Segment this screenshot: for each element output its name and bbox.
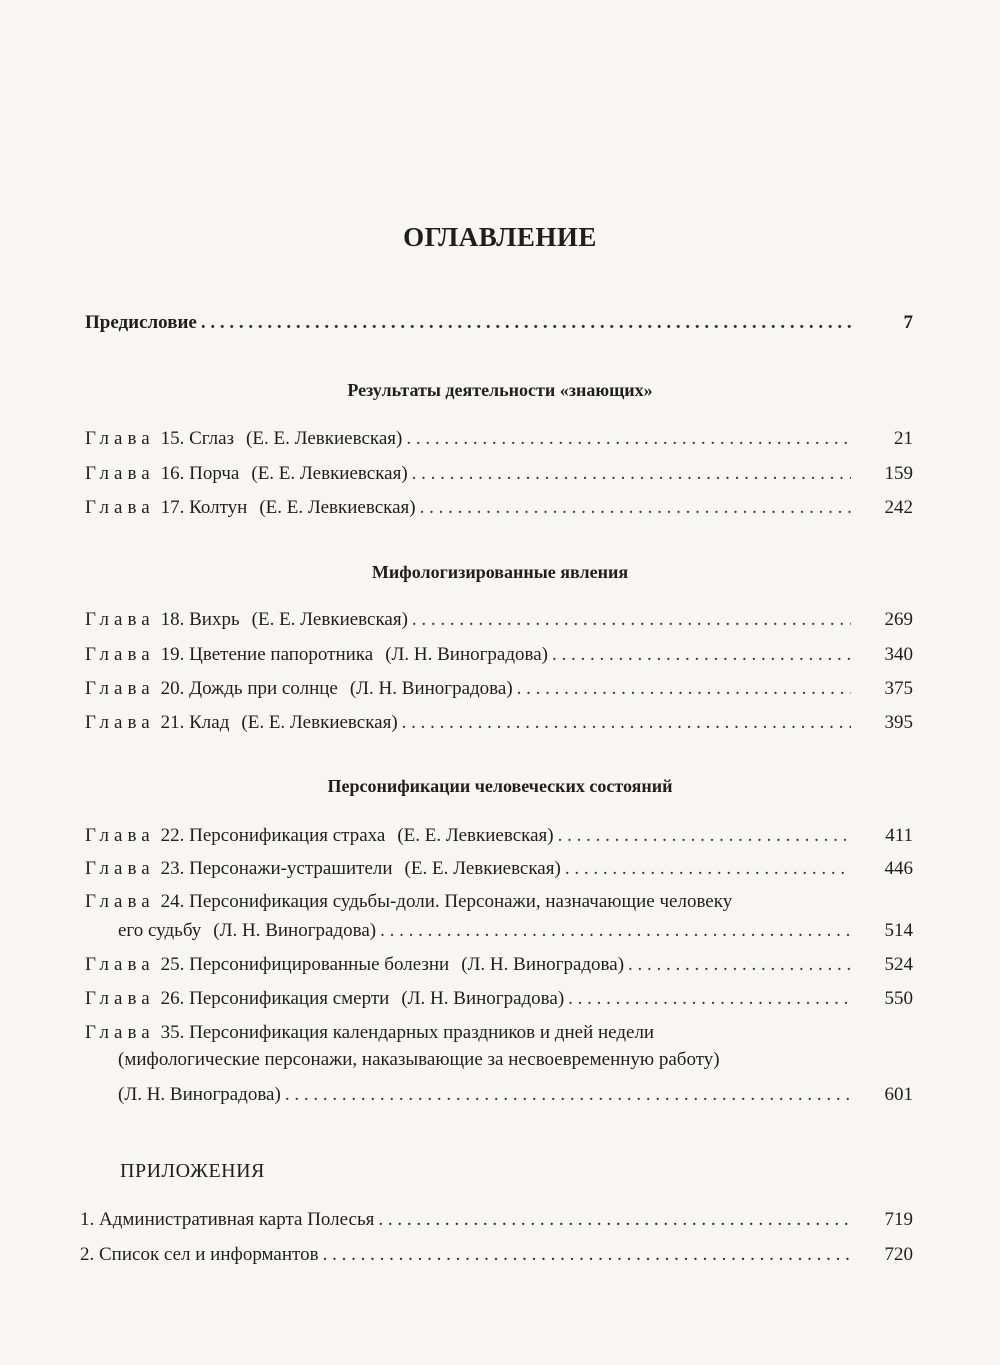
chapter-word: Глава — [85, 678, 155, 699]
toc-entry-chapter — [85, 1018, 913, 1048]
dot-leader — [558, 821, 851, 851]
chapter-author: (Е. Е. Левкиевская) — [404, 858, 561, 879]
dot-leader — [380, 916, 851, 946]
chapter-word: Глава — [85, 644, 155, 665]
chapter-word: Глава — [85, 609, 155, 630]
chapter-author: (Л. Н. Виноградова) — [349, 678, 513, 699]
page-number: 269 — [884, 609, 913, 630]
toc-entry-chapter — [85, 854, 913, 884]
chapter-number: 22. — [160, 825, 185, 846]
entry-label: Предисловие — [85, 312, 197, 333]
dot-leader — [552, 640, 851, 670]
page-number: 719 — [884, 1209, 913, 1230]
chapter-word: Глава — [85, 825, 155, 846]
chapter-word: Глава — [85, 988, 155, 1009]
page-number: 446 — [884, 858, 913, 879]
toc-entry-continuation — [118, 916, 913, 946]
chapter-name: Персонификация судьбы-доли. Персонажи, назначающие человеку — [189, 891, 733, 912]
page-number: 7 — [903, 312, 913, 333]
appendix-item — [80, 1205, 913, 1235]
page-number: 411 — [885, 825, 913, 846]
chapter-word: Глава — [85, 712, 155, 733]
toc-entry-chapter — [85, 605, 913, 635]
chapter-name-continued: (мифологические персонажи, наказывающие за несвоевременную работу) — [118, 1049, 720, 1070]
chapter-number: 18. — [160, 609, 185, 630]
chapter-author: (Л. Н. Виноградова) — [385, 644, 549, 665]
toc-entry-chapter — [85, 674, 913, 704]
chapter-name: Сглаз — [189, 428, 235, 449]
page-number: 601 — [884, 1084, 913, 1105]
chapter-word: Глава — [85, 463, 155, 484]
chapter-author: (Е. Е. Левкиевская) — [397, 825, 554, 846]
chapter-name: Персонификация смерти — [189, 988, 390, 1009]
toc-entry-chapter — [85, 887, 913, 917]
chapter-author: (Е. Е. Левкиевская) — [251, 609, 408, 630]
chapter-author: (Е. Е. Левкиевская) — [241, 712, 398, 733]
chapter-author: (Е. Е. Левкиевская) — [246, 428, 403, 449]
dot-leader — [201, 308, 851, 338]
dot-leader — [285, 1080, 851, 1110]
chapter-name: Колтун — [189, 497, 248, 518]
chapter-word: Глава — [85, 858, 155, 879]
chapter-author: (Л. Н. Виноградова) — [401, 988, 565, 1009]
chapter-author: (Е. Е. Левкиевская) — [251, 463, 408, 484]
chapter-number: 17. — [160, 497, 185, 518]
page-number: 242 — [884, 497, 913, 518]
chapter-name: Персонажи-устрашители — [189, 858, 393, 879]
chapter-word: Глава — [85, 891, 155, 912]
page-number: 720 — [884, 1244, 913, 1265]
chapter-number: 26. — [160, 988, 185, 1009]
dot-leader — [628, 950, 851, 980]
toc-entry-preface — [85, 308, 913, 338]
dot-leader — [402, 708, 851, 738]
chapter-number: 24. — [160, 891, 185, 912]
chapter-number: 16. — [160, 463, 185, 484]
page-number: 21 — [894, 428, 913, 449]
chapter-number: 25. — [160, 954, 185, 975]
page-number: 395 — [884, 712, 913, 733]
appendix-label: 2. Список сел и информантов — [80, 1244, 319, 1265]
dot-leader — [517, 674, 851, 704]
dot-leader — [565, 854, 851, 884]
toc-entry-chapter — [85, 424, 913, 454]
page-number: 550 — [884, 988, 913, 1009]
toc-entry-chapter — [85, 984, 913, 1014]
toc-entry-chapter — [85, 821, 913, 851]
chapter-word: Глава — [85, 497, 155, 518]
toc-entry-continuation — [118, 1080, 913, 1110]
dot-leader — [323, 1240, 851, 1270]
chapter-name: Персонификация страха — [189, 825, 386, 846]
section-heading: Персонификации человеческих состояний — [327, 776, 673, 796]
page-number: 340 — [884, 644, 913, 665]
page-title: ОГЛАВЛЕНИЕ — [403, 222, 597, 252]
section-heading: Мифологизированные явления — [371, 562, 629, 582]
chapter-name: Дождь при солнце — [189, 678, 338, 699]
dot-leader — [406, 424, 851, 454]
chapter-name-continued: его судьбу — [118, 920, 202, 941]
chapter-name: Персонификация календарных праздников и дней недели — [189, 1022, 655, 1043]
chapter-author: (Е. Е. Левкиевская) — [259, 497, 416, 518]
chapter-name: Цветение папоротника — [189, 644, 374, 665]
toc-entry-chapter — [85, 950, 913, 980]
chapter-word: Глава — [85, 1022, 155, 1043]
chapter-author: (Л. Н. Виноградова) — [461, 954, 625, 975]
dot-leader — [412, 605, 851, 635]
section-heading: Результаты деятельности «знающих» — [347, 380, 653, 400]
appendix-heading: ПРИЛОЖЕНИЯ — [120, 1160, 265, 1182]
chapter-number: 23. — [160, 858, 185, 879]
toc-entry-chapter — [85, 640, 913, 670]
dot-leader — [412, 459, 851, 489]
dot-leader — [378, 1205, 851, 1235]
chapter-name: Вихрь — [189, 609, 240, 630]
chapter-author: (Л. Н. Виноградова) — [213, 920, 377, 941]
chapter-number: 20. — [160, 678, 185, 699]
chapter-name: Клад — [189, 712, 230, 733]
page-number: 375 — [884, 678, 913, 699]
dot-leader — [568, 984, 851, 1014]
chapter-number: 21. — [160, 712, 185, 733]
toc-entry-chapter — [85, 493, 913, 523]
toc-entry-chapter — [85, 459, 913, 489]
chapter-number: 35. — [160, 1022, 185, 1043]
page-number: 159 — [884, 463, 913, 484]
toc-entry-chapter — [85, 708, 913, 738]
appendix-item — [80, 1240, 913, 1270]
chapter-word: Глава — [85, 954, 155, 975]
chapter-number: 19. — [160, 644, 185, 665]
chapter-word: Глава — [85, 428, 155, 449]
page-number: 524 — [884, 954, 913, 975]
chapter-name: Порча — [189, 463, 240, 484]
dot-leader — [420, 493, 851, 523]
page-number: 514 — [884, 920, 913, 941]
chapter-author: (Л. Н. Виноградова) — [118, 1084, 281, 1105]
appendix-label: 1. Административная карта Полесья — [80, 1209, 375, 1230]
chapter-number: 15. — [160, 428, 185, 449]
chapter-name: Персонифицированные болезни — [189, 954, 450, 975]
